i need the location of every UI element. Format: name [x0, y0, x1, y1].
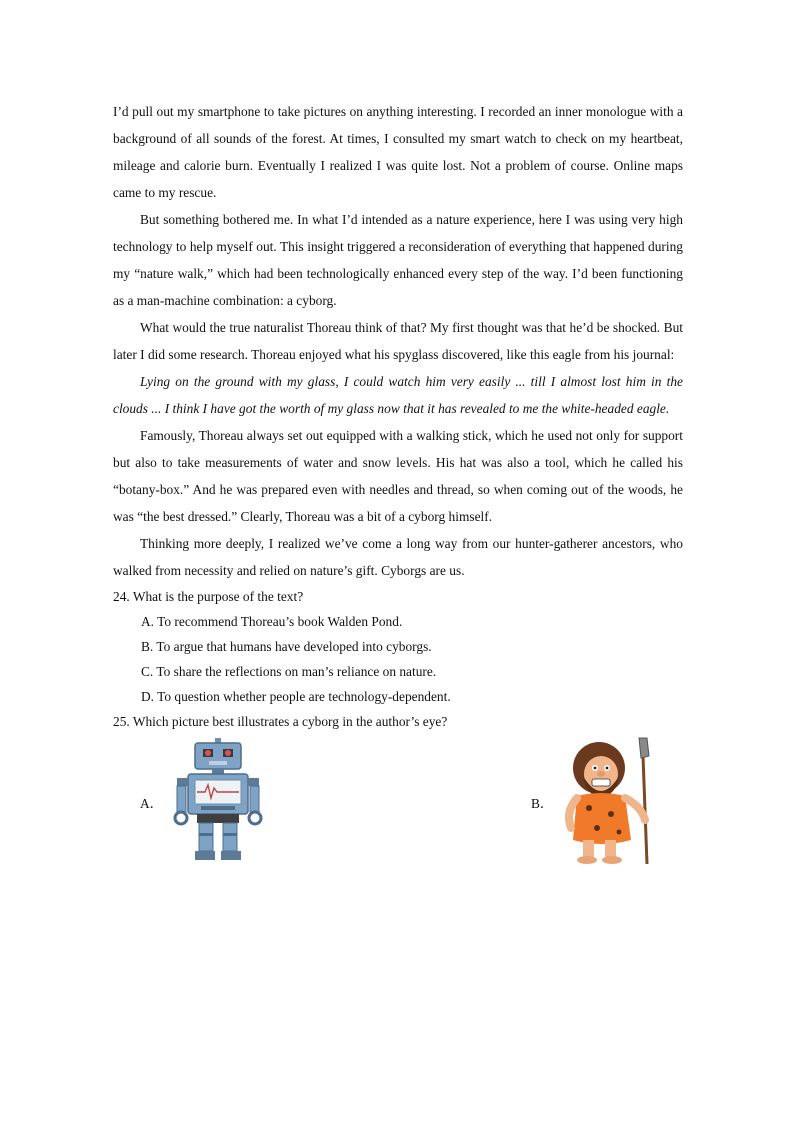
passage-paragraph-1: I’d pull out my smartphone to take pictures on anything interesting. I recorded an inner monologue with a background of all sounds of the forest. At times, I consulted my smart watch to check on my heartbeat, mileage and calorie burn. Eventually I realized I was quite lost. Not a problem of course. Online maps came to my rescue.: [113, 104, 683, 200]
question-24-option-c: C. To share the reflections on man’s reliance on nature.: [141, 664, 437, 679]
question-24: [113, 584, 683, 709]
journal-quote: Lying on the ground with my glass, I could watch him very easily ... till I almost lost him in the clouds ... I think I have got the worth of my glass now that it has revealed to me the white-headed eagle.: [113, 374, 683, 416]
question-24-option-a: A. To recommend Thoreau’s book Walden Pond.: [141, 614, 403, 629]
question-25-stem: 25. Which picture best illustrates a cyborg in the author’s eye?: [113, 714, 448, 729]
question-25-pictures: [113, 738, 683, 878]
caveman-with-spear-illustration: [561, 736, 659, 868]
passage-paragraph-5: Famously, Thoreau always set out equipped with a walking stick, which he used not only for support but also to take measurements of water and snow levels. His hat was also a tool, which he called his “botany-box.” And he was prepared even with needles and thread, so when coming out of the woods, he was “the best dressed.” Clearly, Thoreau was a bit of a cyborg himself.: [113, 428, 683, 524]
question-24-option-b: B. To argue that humans have developed into cyborgs.: [141, 639, 432, 654]
passage-paragraph-2: But something bothered me. In what I’d intended as a nature experience, here I was using very high technology to help myself out. This insight triggered a reconsideration of everything that happened during my “nature walk,” which had been technologically enhanced every step of the way. I’d been functioning as a man-machine combination: a cyborg.: [113, 212, 683, 308]
robot-illustration: [171, 738, 265, 864]
picture-b-label: B．: [531, 796, 554, 811]
picture-a-label: A．: [140, 796, 164, 811]
passage-paragraph-6: Thinking more deeply, I realized we’ve come a long way from our hunter-gatherer ancestors, who walked from necessity and relied on nature’s gift. Cyborgs are us.: [113, 536, 683, 578]
document-page: [113, 98, 683, 878]
question-24-stem: 24. What is the purpose of the text?: [113, 589, 304, 604]
question-25: [113, 709, 683, 878]
question-24-option-d: D. To question whether people are technology-dependent.: [141, 689, 451, 704]
passage-paragraph-3: What would the true naturalist Thoreau think of that? My first thought was that he’d be shocked. But later I did some research. Thoreau enjoyed what his spyglass discovered, like this eagle from his journal:: [113, 320, 683, 362]
